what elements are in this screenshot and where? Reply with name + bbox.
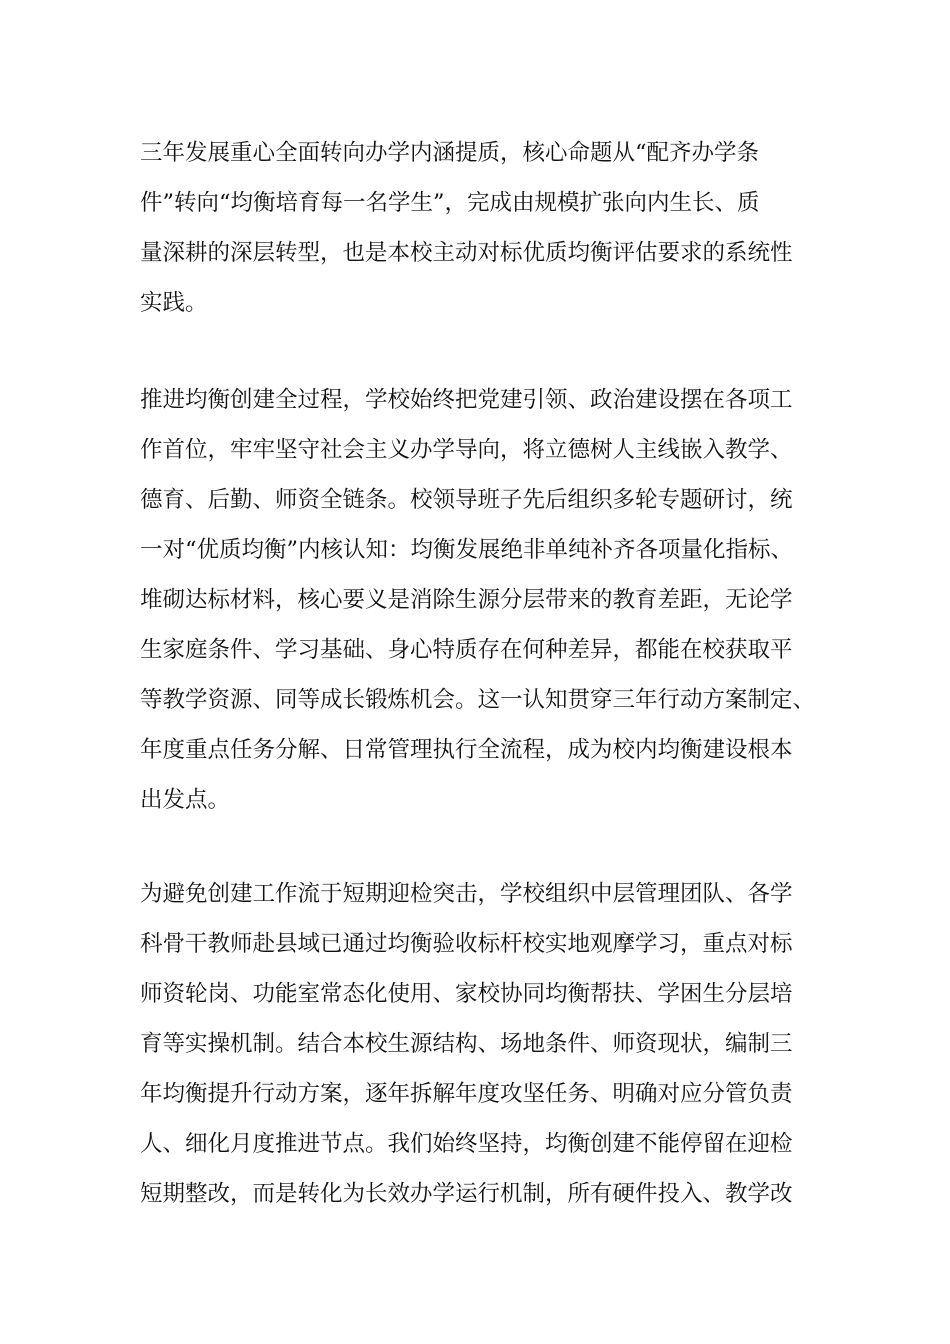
text-line: 为避免创建工作流于短期迎检突击，学校组织中层管理团队、各学 — [140, 881, 793, 907]
text-line: 短期整改，而是转化为长效办学运行机制，所有硬件投入、教学改 — [140, 1181, 793, 1207]
text-line: 育等实操机制。结合本校生源结构、场地条件、师资现状，编制三 — [140, 1031, 793, 1057]
text-line: 德育、后勤、师资全链条。校领导班子先后组织多轮专题研讨，统 — [140, 487, 793, 513]
paragraph-1 — [140, 128, 830, 328]
text-line: 堆砌达标材料，核心要义是消除生源分层带来的教育差距，无论学 — [140, 587, 793, 613]
text-line: 三年发展重心全面转向办学内涵提质，核心命题从“配齐办学条 — [140, 140, 760, 166]
text-line: 作首位，牢牢坚守社会主义办学导向，将立德树人主线嵌入教学、 — [140, 437, 793, 463]
text-line: 实践。 — [140, 290, 208, 316]
paragraph-3 — [140, 869, 830, 1219]
text-line: 年均衡提升行动方案，逐年拆解年度攻坚任务、明确对应分管负责 — [140, 1081, 793, 1107]
text-line: 师资轮岗、功能室常态化使用、家校协同均衡帮扶、学困生分层培 — [140, 981, 793, 1007]
text-line: 人、细化月度推进节点。我们始终坚持，均衡创建不能停留在迎检 — [140, 1131, 793, 1157]
text-line: 一对“优质均衡”内核认知：均衡发展绝非单纯补齐各项量化指标、 — [140, 537, 794, 563]
text-line: 年度重点任务分解、日常管理执行全流程，成为校内均衡建设根本 — [140, 737, 793, 763]
text-line: 科骨干教师赴县域已通过均衡验收标杆校实地观摩学习，重点对标 — [140, 931, 793, 957]
paragraph-2 — [140, 375, 830, 825]
text-line: 量深耕的深层转型，也是本校主动对标优质均衡评估要求的系统性 — [140, 240, 793, 266]
text-line: 件”转向“均衡培育每一名学生”，完成由规模扩张向内生长、质 — [140, 190, 760, 216]
text-line: 出发点。 — [140, 787, 231, 813]
text-line: 等教学资源、同等成长锻炼机会。这一认知贯穿三年行动方案制定、 — [140, 687, 816, 713]
text-line: 生家庭条件、学习基础、身心特质存在何种差异，都能在校获取平 — [140, 637, 793, 663]
text-line: 推进均衡创建全过程，学校始终把党建引领、政治建设摆在各项工 — [140, 387, 793, 413]
